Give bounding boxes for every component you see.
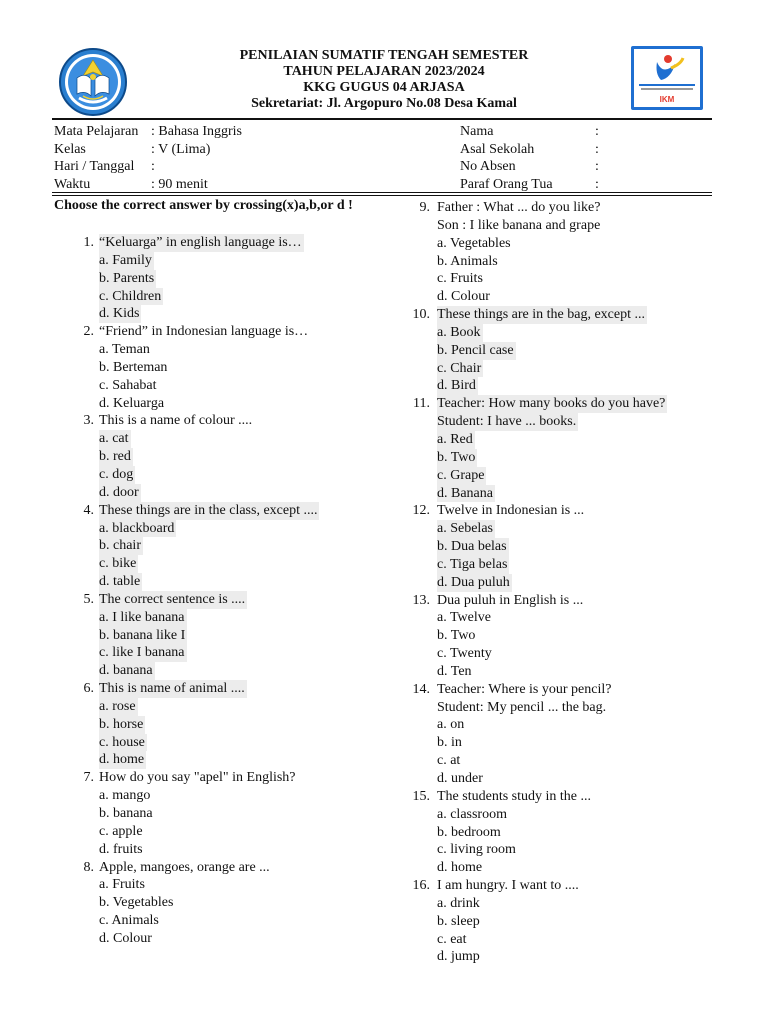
answer-option-label: c. bike bbox=[99, 556, 137, 572]
answer-option[interactable] bbox=[410, 538, 710, 556]
question-item bbox=[54, 412, 384, 501]
question-line bbox=[54, 591, 384, 609]
answer-option[interactable] bbox=[410, 449, 710, 467]
answer-option[interactable] bbox=[410, 645, 710, 663]
answer-option[interactable] bbox=[54, 805, 384, 823]
question-text: Teacher: Where is your pencil? bbox=[437, 681, 612, 697]
tut-wuri-handayani-emblem-icon bbox=[57, 46, 129, 116]
answer-option-label: d. Ten bbox=[437, 663, 472, 679]
answer-option-label: d. Keluarga bbox=[99, 395, 165, 411]
answer-option-label: b. Vegetables bbox=[99, 895, 174, 911]
answer-option-label: c. Children bbox=[99, 288, 162, 304]
question-item bbox=[54, 323, 384, 412]
answer-option[interactable] bbox=[410, 235, 710, 253]
answer-option[interactable] bbox=[54, 876, 384, 894]
answer-option-label: a. drink bbox=[437, 895, 480, 911]
answer-option[interactable] bbox=[410, 556, 710, 574]
question-item bbox=[54, 591, 384, 680]
question-line bbox=[410, 502, 710, 520]
answer-option-label: b. Two bbox=[437, 628, 476, 644]
question-line bbox=[54, 323, 384, 341]
question-line bbox=[410, 877, 710, 895]
answer-option-label: b. Animals bbox=[437, 253, 498, 269]
question-line bbox=[54, 680, 384, 698]
question-number: 14. bbox=[412, 681, 430, 697]
title-line-1: PENILAIAN SUMATIF TENGAH SEMESTER bbox=[239, 48, 529, 63]
answer-option[interactable] bbox=[410, 360, 710, 378]
info-label: Nama bbox=[460, 124, 494, 139]
answer-option[interactable] bbox=[410, 431, 710, 449]
info-row-parent-sign bbox=[460, 176, 710, 194]
info-row-time bbox=[54, 176, 394, 194]
answer-option-label: d. home bbox=[99, 752, 145, 768]
answer-option[interactable] bbox=[410, 948, 710, 966]
question-number: 2. bbox=[83, 324, 94, 340]
answer-option-label: c. apple bbox=[99, 823, 143, 839]
answer-option-label: b. red bbox=[99, 449, 131, 465]
answer-option[interactable] bbox=[410, 895, 710, 913]
answer-option[interactable] bbox=[410, 752, 710, 770]
info-label: Paraf Orang Tua bbox=[460, 176, 553, 192]
answer-option[interactable] bbox=[54, 448, 384, 466]
question-text: This is a name of colour .... bbox=[99, 413, 253, 429]
answer-option-label: d. Banana bbox=[437, 485, 493, 501]
answer-option[interactable] bbox=[54, 555, 384, 573]
answer-option[interactable] bbox=[410, 806, 710, 824]
question-number: 13. bbox=[412, 592, 430, 608]
info-row-class bbox=[54, 141, 394, 159]
answer-option-label: b. Parents bbox=[99, 270, 155, 286]
answer-option[interactable] bbox=[410, 609, 710, 627]
answer-option-label: a. Red bbox=[437, 431, 473, 447]
ikm-kurikulum-merdeka-logo-icon bbox=[631, 46, 703, 110]
question-item bbox=[410, 788, 710, 877]
document-title-block bbox=[140, 48, 628, 112]
answer-option[interactable] bbox=[410, 574, 710, 592]
answer-option-label: d. home bbox=[437, 860, 483, 876]
question-line bbox=[410, 413, 710, 431]
answer-option[interactable] bbox=[410, 342, 710, 360]
answer-option-label: c. Tiga belas bbox=[437, 556, 508, 572]
answer-option-label: d. Kids bbox=[99, 306, 140, 322]
question-line bbox=[54, 769, 384, 787]
answer-option-label: c. Grape bbox=[437, 467, 485, 483]
info-row-name bbox=[460, 123, 710, 141]
question-item bbox=[410, 199, 710, 306]
question-number: 8. bbox=[83, 859, 94, 875]
answer-option-label: d. Colour bbox=[437, 289, 490, 305]
info-value: : Bahasa Inggris bbox=[151, 124, 242, 139]
info-value: : bbox=[151, 159, 155, 174]
answer-option[interactable] bbox=[54, 823, 384, 841]
info-row-absen bbox=[460, 158, 710, 176]
question-number: 12. bbox=[412, 503, 430, 519]
answer-option[interactable] bbox=[54, 751, 384, 769]
question-text: This is name of animal .... bbox=[99, 681, 245, 697]
answer-option-label: c. eat bbox=[437, 931, 467, 947]
question-item bbox=[410, 681, 710, 788]
question-text: These things are in the class, except .... bbox=[99, 502, 318, 518]
info-value: : bbox=[595, 124, 599, 139]
questions-left-column bbox=[54, 234, 384, 948]
answer-option-label: d. under bbox=[437, 771, 483, 786]
question-number: 3. bbox=[83, 413, 94, 429]
question-text: Apple, mangoes, orange are ... bbox=[99, 859, 270, 875]
answer-option-label: a. Fruits bbox=[99, 877, 145, 893]
question-text: Dua puluh in English is ... bbox=[437, 592, 584, 608]
answer-option[interactable] bbox=[410, 931, 710, 949]
answer-option[interactable] bbox=[54, 912, 384, 930]
question-line bbox=[410, 699, 710, 717]
answer-option-label: c. house bbox=[99, 734, 145, 750]
answer-option-label: c. dog bbox=[99, 466, 134, 482]
question-text: I am hungry. I want to .... bbox=[437, 878, 579, 894]
question-line bbox=[410, 199, 710, 217]
question-number: 6. bbox=[83, 681, 94, 697]
answer-option[interactable] bbox=[54, 484, 384, 502]
info-value: : V (Lima) bbox=[151, 141, 211, 157]
answer-option[interactable] bbox=[410, 467, 710, 485]
question-item bbox=[54, 769, 384, 858]
question-item bbox=[410, 395, 710, 502]
answer-option[interactable] bbox=[410, 859, 710, 877]
answer-option-label: b. banana like I bbox=[99, 627, 186, 643]
questions-right-column bbox=[410, 199, 710, 966]
answer-option[interactable] bbox=[410, 377, 710, 395]
title-line-2: TAHUN PELAJARAN 2023/2024 bbox=[283, 64, 485, 79]
answer-option-label: d. door bbox=[99, 484, 139, 500]
question-text: Twelve in Indonesian is ... bbox=[437, 503, 585, 519]
answer-option[interactable] bbox=[410, 520, 710, 538]
answer-option-label: c. like I banana bbox=[99, 645, 185, 661]
answer-option-label: a. cat bbox=[99, 431, 129, 447]
answer-option[interactable] bbox=[54, 841, 384, 859]
answer-option-label: d. jump bbox=[437, 949, 480, 965]
question-number: 16. bbox=[412, 878, 430, 894]
answer-option-label: d. Colour bbox=[99, 930, 152, 946]
answer-option-label: a. blackboard bbox=[99, 520, 175, 536]
answer-option[interactable] bbox=[54, 716, 384, 734]
question-text: How do you say "apel" in English? bbox=[99, 770, 296, 786]
answer-option[interactable] bbox=[54, 662, 384, 680]
question-number: 5. bbox=[83, 591, 94, 607]
question-number: 4. bbox=[83, 502, 94, 518]
question-line bbox=[410, 592, 710, 610]
answer-option[interactable] bbox=[54, 627, 384, 645]
answer-option[interactable] bbox=[54, 270, 384, 288]
info-label: No Absen bbox=[460, 159, 516, 174]
question-text: Student: I have ... books. bbox=[437, 414, 577, 430]
info-divider-bottom bbox=[52, 195, 712, 196]
answer-option[interactable] bbox=[54, 930, 384, 948]
info-value: : bbox=[595, 159, 599, 174]
answer-option-label: a. mango bbox=[99, 788, 151, 804]
question-text: Student: My pencil ... the bag. bbox=[437, 699, 607, 715]
answer-option-label: a. Vegetables bbox=[437, 235, 511, 251]
answer-option[interactable] bbox=[410, 627, 710, 645]
answer-option[interactable] bbox=[410, 770, 710, 788]
answer-option[interactable] bbox=[54, 288, 384, 306]
answer-option[interactable] bbox=[54, 466, 384, 484]
question-number: 11. bbox=[413, 396, 430, 412]
answer-option-label: c. at bbox=[437, 753, 461, 769]
answer-option-label: b. in bbox=[437, 735, 462, 751]
question-line bbox=[410, 395, 710, 413]
question-line bbox=[54, 234, 384, 252]
answer-option-label: a. Sebelas bbox=[437, 521, 493, 537]
question-text: “Friend” in Indonesian language is… bbox=[99, 324, 309, 340]
answer-option-label: d. table bbox=[99, 574, 141, 590]
question-text: Teacher: How many books do you have? bbox=[437, 396, 666, 412]
answer-option[interactable] bbox=[54, 359, 384, 377]
answer-option-label: a. I like banana bbox=[99, 609, 185, 625]
answer-option[interactable] bbox=[54, 644, 384, 662]
answer-option-label: a. classroom bbox=[437, 806, 507, 822]
answer-option-label: b. banana bbox=[99, 806, 153, 821]
answer-option[interactable] bbox=[54, 698, 384, 716]
document-header bbox=[0, 0, 768, 120]
answer-option[interactable] bbox=[54, 734, 384, 752]
answer-option[interactable] bbox=[54, 341, 384, 359]
info-label: Mata Pelajaran bbox=[54, 124, 139, 139]
answer-option[interactable] bbox=[410, 485, 710, 503]
question-number: 15. bbox=[412, 788, 430, 804]
answer-option-label: c. Animals bbox=[99, 913, 159, 929]
answer-option-label: c. Chair bbox=[437, 360, 482, 376]
question-number: 7. bbox=[83, 770, 94, 786]
question-item bbox=[54, 234, 384, 323]
question-line bbox=[54, 412, 384, 430]
answer-option[interactable] bbox=[54, 609, 384, 627]
student-info-left bbox=[54, 123, 394, 193]
answer-option[interactable] bbox=[54, 305, 384, 323]
info-row-school bbox=[460, 141, 710, 159]
answer-option[interactable] bbox=[54, 377, 384, 395]
answer-option-label: d. fruits bbox=[99, 841, 143, 857]
answer-option[interactable] bbox=[54, 252, 384, 270]
answer-option-label: d. Bird bbox=[437, 378, 476, 394]
question-text: Father : What ... do you like? bbox=[437, 200, 601, 215]
question-item bbox=[410, 877, 710, 966]
question-number: 1. bbox=[83, 235, 94, 250]
question-text: The students study in the ... bbox=[437, 788, 591, 804]
answer-option-label: c. Twenty bbox=[437, 646, 492, 662]
question-item bbox=[410, 592, 710, 681]
answer-option[interactable] bbox=[54, 520, 384, 538]
info-label: Hari / Tanggal bbox=[54, 159, 135, 174]
question-line bbox=[410, 788, 710, 806]
question-item bbox=[410, 502, 710, 591]
answer-option-label: b. bedroom bbox=[437, 824, 501, 840]
answer-option[interactable] bbox=[54, 787, 384, 805]
answer-option-label: a. Twelve bbox=[437, 610, 491, 626]
answer-option-label: a. Teman bbox=[99, 342, 150, 358]
answer-option[interactable] bbox=[410, 663, 710, 681]
info-value: : bbox=[595, 176, 599, 192]
answer-option-label: d. banana bbox=[99, 663, 153, 679]
question-item bbox=[54, 859, 384, 948]
question-text: These things are in the bag, except ... bbox=[437, 307, 645, 323]
question-line bbox=[410, 306, 710, 324]
question-item bbox=[54, 680, 384, 769]
instruction-text: Choose the correct answer by crossing(x)a,b,or d ! bbox=[54, 198, 353, 213]
question-number: 9. bbox=[419, 200, 430, 215]
info-label: Asal Sekolah bbox=[460, 141, 535, 157]
answer-option[interactable] bbox=[410, 841, 710, 859]
answer-option-label: b. horse bbox=[99, 716, 144, 732]
question-item bbox=[410, 306, 710, 395]
title-line-4: Sekretariat: Jl. Argopuro No.08 Desa Kamal bbox=[251, 96, 517, 111]
answer-option-label: b. Berteman bbox=[99, 359, 168, 375]
question-line bbox=[410, 681, 710, 699]
question-number: 10. bbox=[412, 307, 430, 323]
answer-option-label: d. Dua puluh bbox=[437, 574, 510, 590]
student-info-right bbox=[460, 123, 710, 193]
answer-option[interactable] bbox=[410, 288, 710, 306]
title-line-3: KKG GUGUS 04 ARJASA bbox=[303, 80, 465, 95]
info-divider-top bbox=[52, 192, 712, 193]
ikm-caption: IKM bbox=[659, 95, 675, 104]
answer-option-label: b. sleep bbox=[437, 913, 480, 929]
answer-option-label: c. Fruits bbox=[437, 271, 483, 287]
question-line bbox=[410, 217, 710, 235]
info-label: Waktu bbox=[54, 176, 91, 192]
answer-option-label: b. chair bbox=[99, 538, 141, 554]
question-item bbox=[54, 502, 384, 591]
answer-option-label: b. Pencil case bbox=[437, 342, 514, 358]
question-line bbox=[54, 502, 384, 520]
question-line bbox=[54, 859, 384, 877]
answer-option[interactable] bbox=[54, 395, 384, 413]
info-row-subject bbox=[54, 123, 394, 141]
info-label: Kelas bbox=[54, 141, 86, 157]
question-text: The correct sentence is .... bbox=[99, 591, 246, 607]
answer-option-label: c. Sahabat bbox=[99, 377, 157, 393]
answer-option[interactable] bbox=[410, 824, 710, 842]
answer-option[interactable] bbox=[54, 537, 384, 555]
answer-option[interactable] bbox=[54, 430, 384, 448]
header-divider bbox=[52, 118, 712, 120]
info-row-date bbox=[54, 158, 394, 176]
answer-option-label: a. Family bbox=[99, 252, 152, 268]
answer-option[interactable] bbox=[410, 253, 710, 271]
question-text: “Keluarga” in english language is… bbox=[99, 235, 302, 250]
info-value: : 90 menit bbox=[151, 176, 208, 192]
answer-option-label: a. on bbox=[437, 717, 465, 733]
answer-option[interactable] bbox=[410, 913, 710, 931]
answer-option-label: a. Book bbox=[437, 324, 481, 340]
info-value: : bbox=[595, 141, 599, 157]
answer-option[interactable] bbox=[410, 324, 710, 342]
answer-option-label: b. Dua belas bbox=[437, 539, 507, 555]
answer-option-label: c. living room bbox=[437, 842, 516, 858]
answer-option[interactable] bbox=[410, 734, 710, 752]
answer-option-label: a. rose bbox=[99, 698, 136, 714]
answer-option-label: b. Two bbox=[437, 449, 476, 465]
question-text: Son : I like banana and grape bbox=[437, 217, 601, 233]
answer-option[interactable] bbox=[54, 894, 384, 912]
answer-option[interactable] bbox=[54, 573, 384, 591]
answer-option[interactable] bbox=[410, 716, 710, 734]
answer-option[interactable] bbox=[410, 270, 710, 288]
